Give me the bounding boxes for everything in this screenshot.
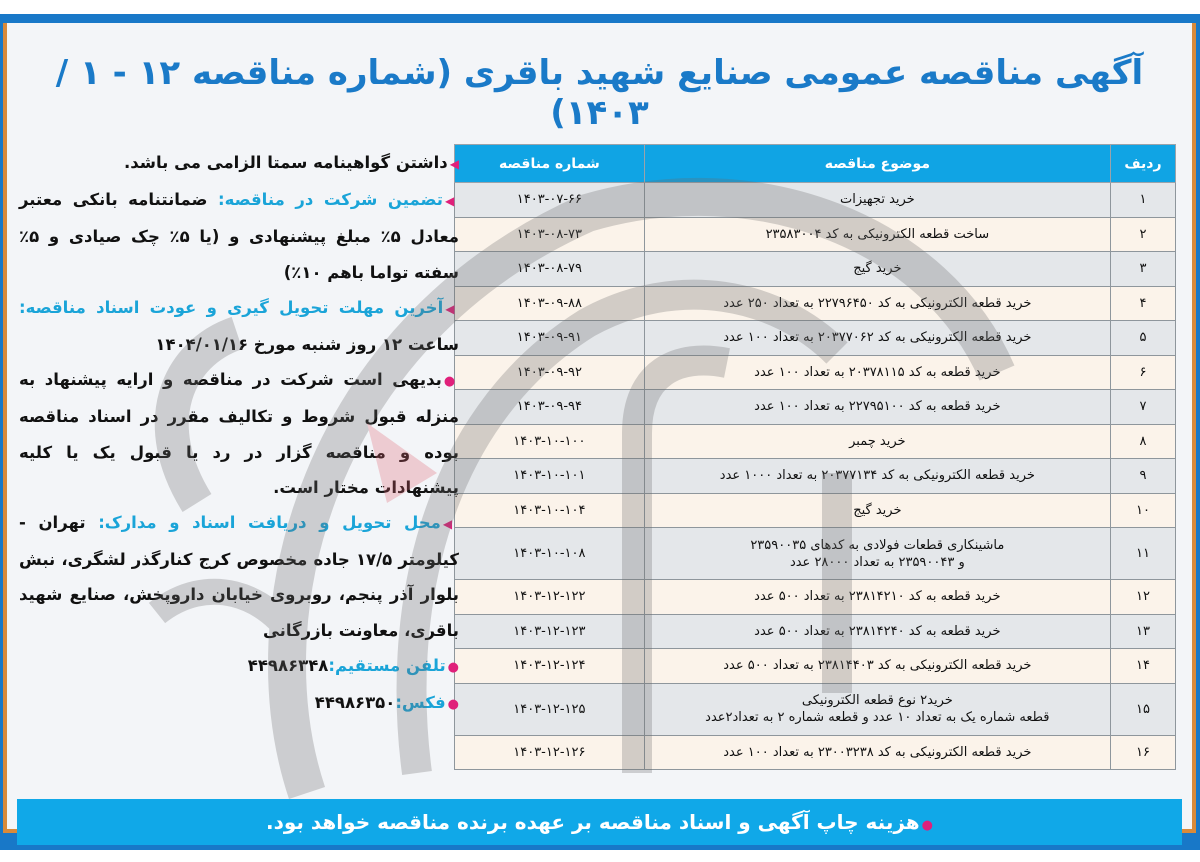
tender-conditions-panel — [19, 145, 459, 722]
dot-bullet-icon: ● — [921, 818, 933, 833]
cell-row: ۱ — [1110, 183, 1175, 218]
cell-subject: خرید قطعه الکترونیکی به کد ۲۰۳۷۷۰۶۲ به تعداد ۱۰۰ عدد — [644, 321, 1110, 356]
header-subject: موضوع مناقصه — [644, 145, 1110, 183]
cell-row: ۱۱ — [1110, 528, 1175, 580]
header-row-number: ردیف — [1110, 145, 1175, 183]
cell-subject: خرید قطعه به کد ۲۲۷۹۵۱۰۰ به تعداد ۱۰۰ عدد — [644, 390, 1110, 425]
cell-subject: خرید قطعه الکترونیکی به کد ۲۰۳۷۷۱۳۴ به تعداد ۱۰۰۰ عدد — [644, 459, 1110, 494]
cell-row: ۱۲ — [1110, 580, 1175, 615]
table-row — [455, 735, 1176, 770]
deadline-text: ساعت ۱۲ روز شنبه مورخ ۱۴۰۴/۰۱/۱۶ — [155, 335, 459, 355]
table-row — [455, 683, 1176, 735]
footer-banner — [17, 799, 1182, 845]
cell-number: ۱۴۰۳-۱۲-۱۲۳ — [455, 614, 645, 649]
cell-number: ۱۴۰۳-۰۸-۷۳ — [455, 217, 645, 252]
phone-label: تلفن مستقیم: — [328, 655, 446, 675]
cell-number: ۱۴۰۳-۱۰-۱۰۱ — [455, 459, 645, 494]
cell-subject: خرید قطعه الکترونیکی به کد ۲۳۸۱۴۴۰۳ به تعداد ۵۰۰ عدد — [644, 649, 1110, 684]
cell-subject: خرید گیج — [644, 252, 1110, 287]
cell-row: ۱۴ — [1110, 649, 1175, 684]
fax-label: فکس: — [395, 693, 446, 713]
advertisement-frame-outer — [0, 14, 1200, 850]
phone-note — [19, 648, 459, 685]
cell-row: ۲ — [1110, 217, 1175, 252]
location-label: محل تحویل و دریافت اسناد و مدارک: — [98, 513, 441, 533]
cell-number: ۱۴۰۳-۱۲-۱۲۶ — [455, 735, 645, 770]
cell-number: ۱۴۰۳-۱۰-۱۰۴ — [455, 493, 645, 528]
cell-subject: خرید قطعه الکترونیکی به کد ۲۲۷۹۶۴۵۰ به تعداد ۲۵۰ عدد — [644, 286, 1110, 321]
triangle-bullet-icon: ◀ — [445, 301, 459, 316]
tender-table — [454, 144, 1176, 770]
table-row — [455, 459, 1176, 494]
cell-row: ۱۶ — [1110, 735, 1175, 770]
table-row — [455, 614, 1176, 649]
deadline-note — [19, 290, 459, 362]
cell-number: ۱۴۰۳-۱۰-۱۰۰ — [455, 424, 645, 459]
cell-number: ۱۴۰۳-۰۷-۶۶ — [455, 183, 645, 218]
table-row — [455, 286, 1176, 321]
cell-row: ۴ — [1110, 286, 1175, 321]
cell-row: ۹ — [1110, 459, 1175, 494]
cell-subject: خرید قطعه به کد ۲۰۳۷۸۱۱۵ به تعداد ۱۰۰ عدد — [644, 355, 1110, 390]
dot-bullet-icon: ● — [447, 659, 459, 675]
header-tender-number: شماره مناقصه — [455, 145, 645, 183]
cell-subject — [644, 528, 1110, 580]
fax-value: ۴۴۹۸۶۳۵۰ — [314, 693, 396, 713]
table-row — [455, 528, 1176, 580]
cell-subject-line2: و ۲۳۵۹۰۰۴۳ به تعداد ۲۸۰۰۰ عدد — [789, 554, 965, 570]
cell-number: ۱۴۰۳-۱۲-۱۲۴ — [455, 649, 645, 684]
cell-number: ۱۴۰۳-۱۲-۱۲۵ — [455, 683, 645, 735]
cell-number: ۱۴۰۳-۰۸-۷۹ — [455, 252, 645, 287]
cell-row: ۱۳ — [1110, 614, 1175, 649]
cell-subject-line2: قطعه شماره یک به تعداد ۱۰ عدد و قطعه شماره ۲ به تعداد۲عدد — [705, 710, 1050, 725]
footer-text: هزینه چاپ آگهی و اسناد مناقصه بر عهده برنده مناقصه خواهد بود. — [266, 810, 920, 834]
cell-number: ۱۴۰۳-۰۹-۸۸ — [455, 286, 645, 321]
table-row — [455, 252, 1176, 287]
cell-subject: ساخت قطعه الکترونیکی به کد ۲۳۵۸۳۰۰۴ — [644, 217, 1110, 252]
cell-subject: خرید قطعه به کد ۲۳۸۱۴۲۴۰ به تعداد ۵۰۰ عدد — [644, 614, 1110, 649]
guarantee-note — [19, 182, 459, 290]
page-title: آگهی مناقصه عمومی صنایع شهید باقری (شماره مناقصه ۱۲ - ۱ /۱۴۰۳) — [55, 53, 1144, 133]
cell-number: ۱۴۰۳-۰۹-۹۴ — [455, 390, 645, 425]
table-row — [455, 355, 1176, 390]
table-row — [455, 217, 1176, 252]
table-row — [455, 424, 1176, 459]
triangle-bullet-icon: ◀ — [442, 517, 459, 532]
cell-number: ۱۴۰۳-۱۲-۱۲۲ — [455, 580, 645, 615]
table-row — [455, 183, 1176, 218]
cell-row: ۸ — [1110, 424, 1175, 459]
cell-subject-line1: خرید۲ نوع قطعه الکترونیکی — [801, 693, 953, 708]
dot-bullet-icon: ● — [443, 374, 460, 390]
table-row — [455, 493, 1176, 528]
cell-row: ۶ — [1110, 355, 1175, 390]
cell-row: ۱۵ — [1110, 683, 1175, 735]
cell-subject: خرید قطعه به کد ۲۳۸۱۴۲۱۰ به تعداد ۵۰۰ عدد — [644, 580, 1110, 615]
triangle-bullet-icon: ◀ — [445, 194, 460, 209]
certificate-note — [19, 145, 459, 182]
guarantee-label: تضمین شرکت در مناقصه: — [218, 190, 443, 210]
cell-subject-line1: ماشینکاری قطعات فولادی به کدهای ۲۳۵۹۰۰۳۵ — [750, 537, 1005, 553]
deadline-label: آخرین مهلت تحویل گیری و عودت اسناد مناقصه: — [19, 297, 444, 317]
cell-number: ۱۴۰۳-۰۹-۹۱ — [455, 321, 645, 356]
cell-subject: خرید چمبر — [644, 424, 1110, 459]
location-note — [19, 505, 459, 648]
certificate-text: داشتن گواهینامه سمتا الزامی می باشد. — [123, 153, 448, 172]
dot-bullet-icon: ● — [447, 697, 459, 713]
cell-subject: خرید گیج — [644, 493, 1110, 528]
cell-subject: خرید قطعه الکترونیکی به کد ۲۳۰۰۳۲۳۸ به تعداد ۱۰۰ عدد — [644, 735, 1110, 770]
cell-row: ۱۰ — [1110, 493, 1175, 528]
cell-row: ۳ — [1110, 252, 1175, 287]
table-header-row — [455, 145, 1176, 183]
cell-row: ۷ — [1110, 390, 1175, 425]
phone-value: ۴۴۹۸۶۳۴۸ — [247, 655, 329, 675]
cell-subject — [644, 683, 1110, 735]
advertisement-frame — [3, 23, 1196, 833]
acceptance-note — [19, 362, 459, 505]
acceptance-text: بدیهی است شرکت در مناقصه و ارایه پیشنهاد به منزله قبول شروط و تکالیف مقرر در اسناد مناقصه بوده و مناقصه گزار در رد یا قبول یک یا کلیه پیشنهادات مختار است. — [19, 370, 459, 497]
cell-number: ۱۴۰۳-۰۹-۹۲ — [455, 355, 645, 390]
table-row — [455, 390, 1176, 425]
table-row — [455, 649, 1176, 684]
table-row — [455, 321, 1176, 356]
guarantee-text: ضمانتنامه بانکی معتبر معادل ۵٪ مبلغ پیشنهادی و (یا ۵٪ چک صیادی و ۵٪ سفته تواما باهم ۱۰٪) — [19, 190, 459, 282]
table-row — [455, 580, 1176, 615]
triangle-bullet-icon: ◀ — [449, 157, 459, 171]
cell-number: ۱۴۰۳-۱۰-۱۰۸ — [455, 528, 645, 580]
cell-row: ۵ — [1110, 321, 1175, 356]
cell-subject: خرید تجهیزات — [644, 183, 1110, 218]
fax-note — [19, 685, 459, 722]
location-text: تهران - کیلومتر ۱۷/۵ جاده مخصوص کرج کنارگذر لشگری، نبش بلوار آذر پنجم، روبروی خیابان داروپخش، صنایع شهید باقری، معاونت بازرگانی — [19, 513, 460, 640]
